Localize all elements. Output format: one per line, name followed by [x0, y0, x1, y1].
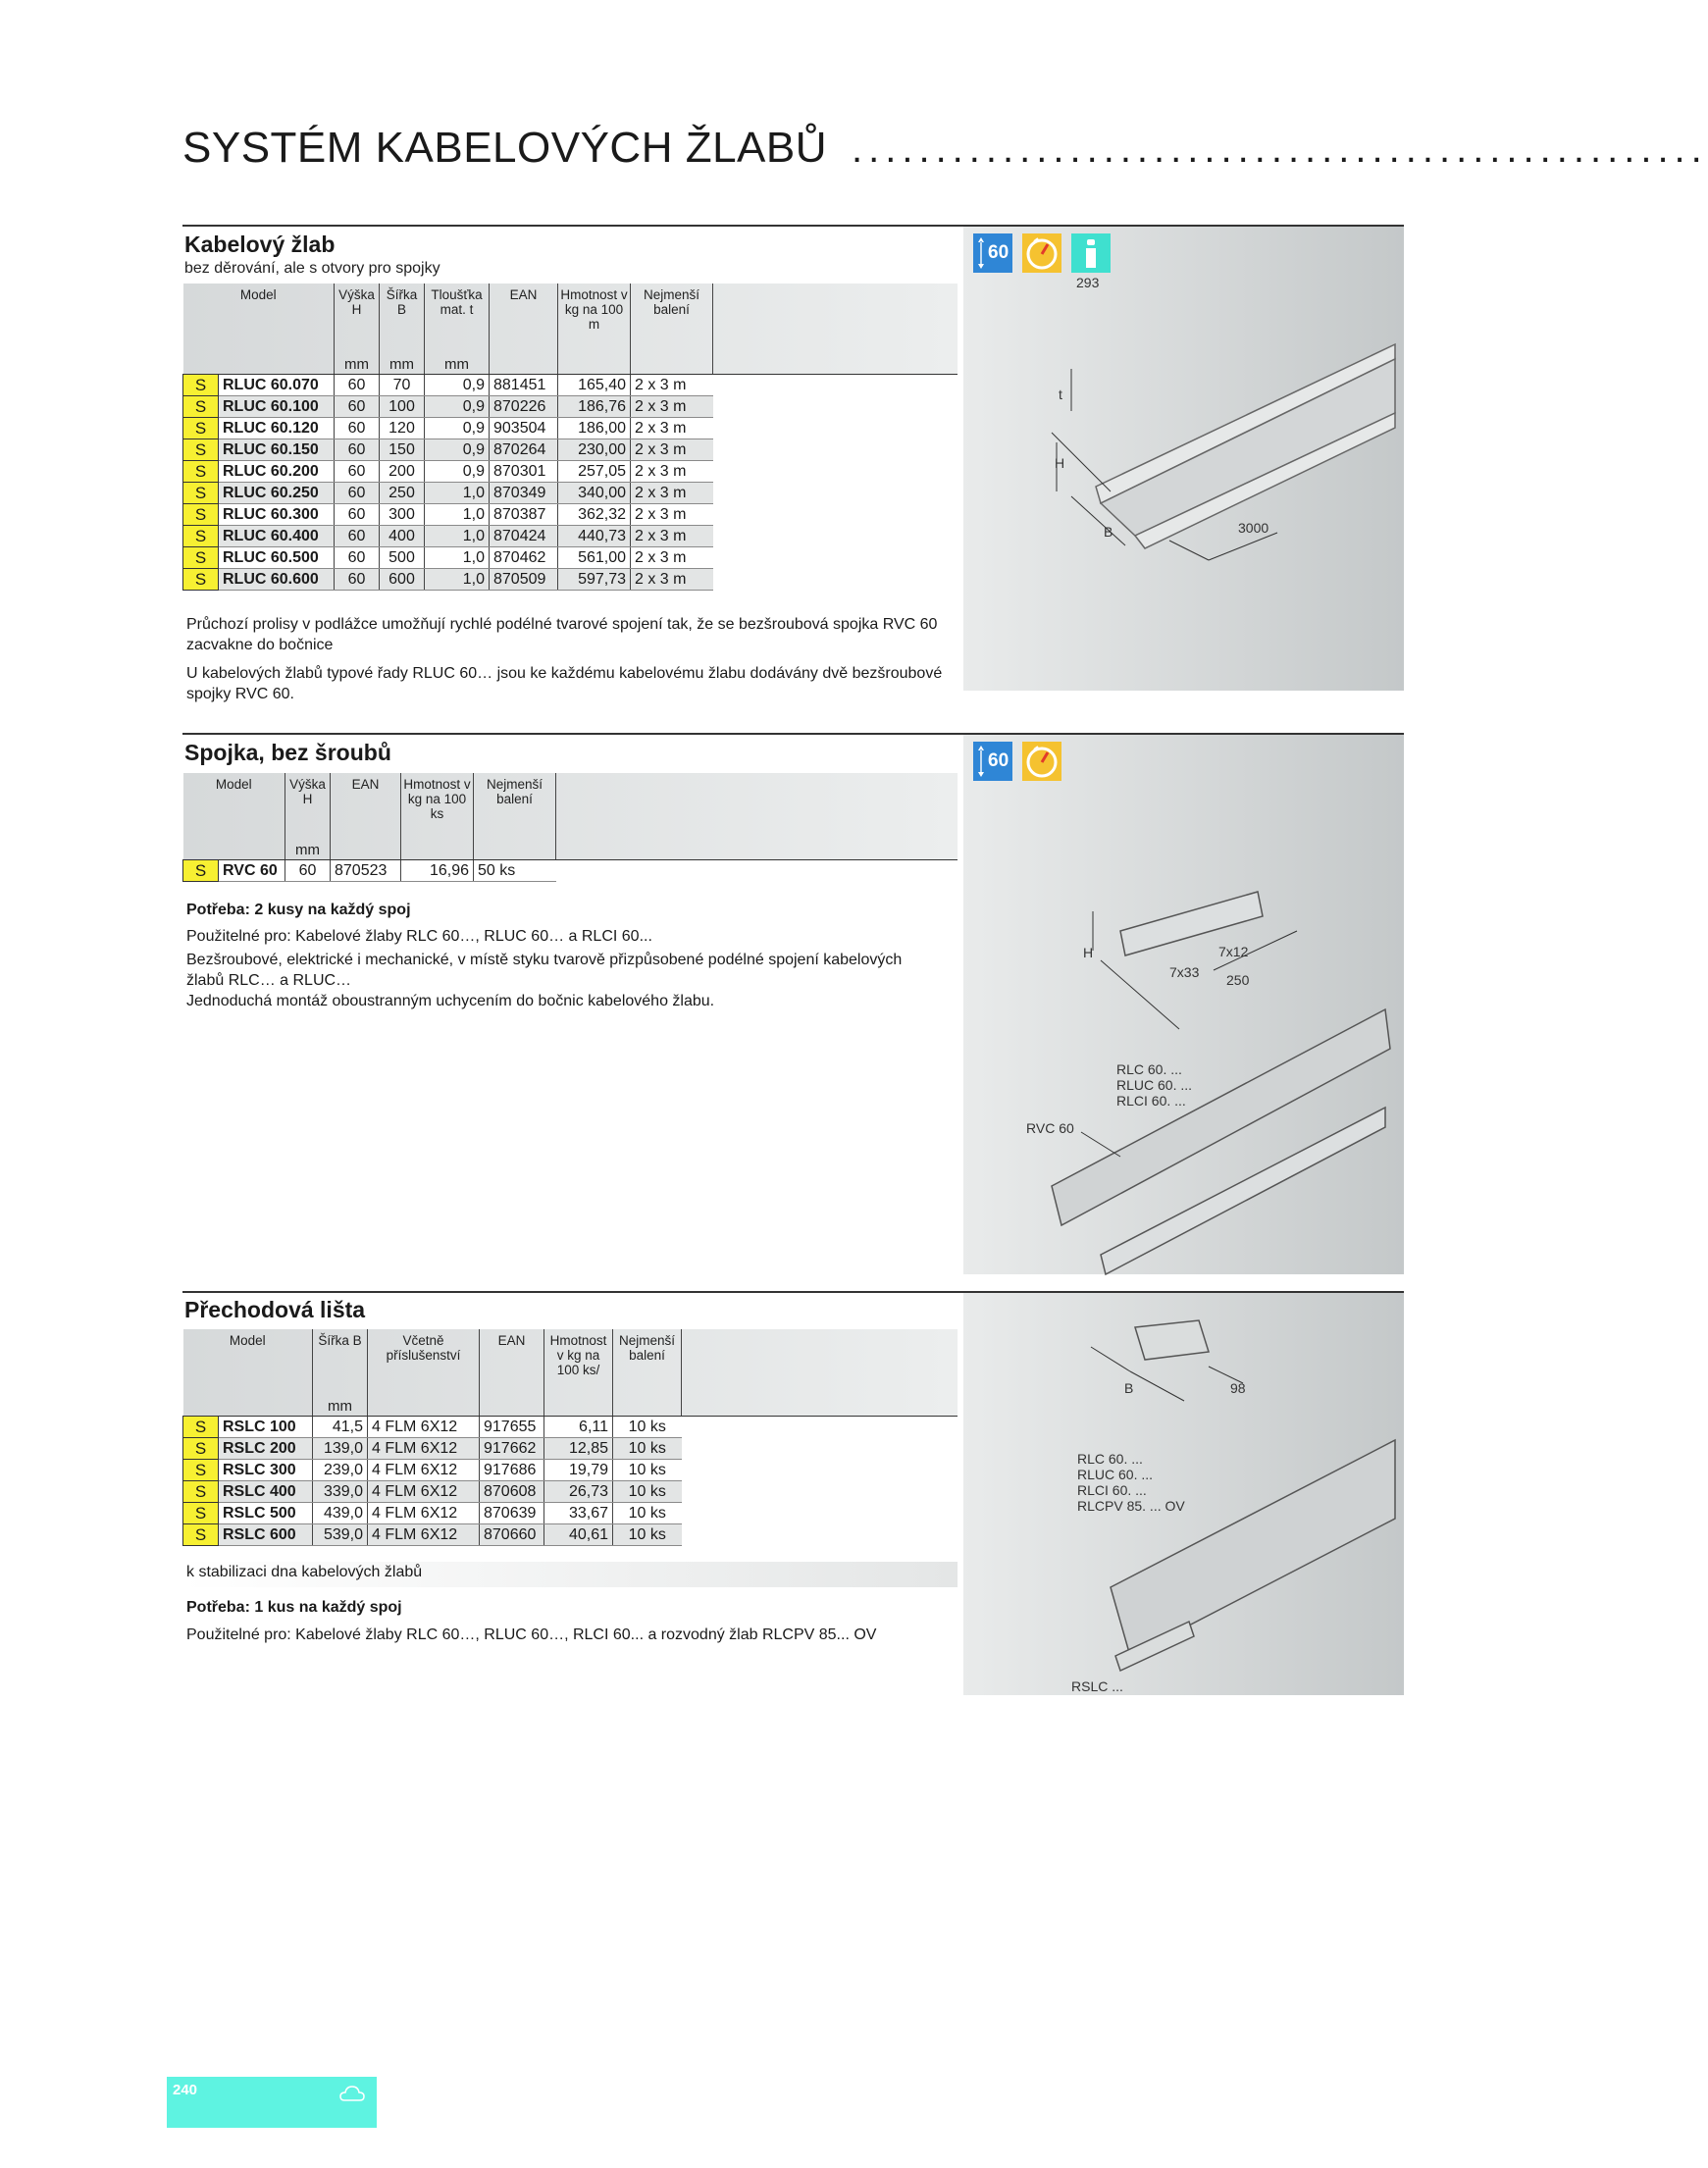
note-usable: Použitelné pro: Kabelové žlaby RLC 60…, RLUC 60… a RLCI 60...: [186, 928, 652, 945]
table-cell: 0,9: [425, 439, 490, 461]
table-cell: 300: [380, 504, 425, 526]
table-cell: 150: [380, 439, 425, 461]
table-cell: 10 ks: [613, 1438, 682, 1460]
table-row: [183, 439, 958, 461]
table-row: [183, 396, 958, 418]
model-cell: RLUC 60.150: [219, 439, 335, 461]
dim-b: B: [1124, 1380, 1134, 1396]
table-cell: 10 ks: [613, 1524, 682, 1546]
col-header-model: Model: [229, 1333, 266, 1348]
table-row: [183, 1481, 958, 1503]
col-header-model: Model: [215, 777, 252, 792]
caption-band: [182, 1562, 958, 1587]
table-cell: 1,0: [425, 547, 490, 569]
table-cell: 917655: [480, 1417, 544, 1438]
clock-icon: [1022, 233, 1061, 273]
standard-badge: S: [183, 1481, 219, 1503]
unit-mm: mm: [335, 352, 380, 375]
table-cell: 881451: [490, 375, 558, 396]
model-cell: RLUC 60.250: [219, 483, 335, 504]
table-cell: 186,76: [558, 396, 631, 418]
table-row: [183, 526, 958, 547]
standard-badge: S: [183, 396, 219, 418]
label-tray-2: RLUC 60. ...: [1077, 1467, 1154, 1482]
col-header-ean: EAN: [490, 284, 558, 352]
table-cell: 10 ks: [613, 1460, 682, 1481]
standard-badge: S: [183, 418, 219, 439]
table-cell: 561,00: [558, 547, 631, 569]
table-cell: 60: [335, 504, 380, 526]
table-cell: 340,00: [558, 483, 631, 504]
model-cell: RLUC 60.070: [219, 375, 335, 396]
table-cell: 1,0: [425, 569, 490, 591]
table-cell: 60: [335, 439, 380, 461]
col-header-hmotnost: Hmotnost v kg na 100 ks: [401, 773, 474, 838]
table-caption: k stabilizaci dna kabelových žlabů: [186, 1564, 423, 1580]
height-60-badge: 60: [973, 742, 1012, 781]
unit-mm: mm: [425, 352, 490, 375]
label-tray-2: RLUC 60. ...: [1116, 1077, 1193, 1093]
label-tray-3: RLCI 60. ...: [1116, 1093, 1186, 1109]
table-cell: 0,9: [425, 418, 490, 439]
col-header-baleni: Nejmenší balení: [474, 773, 556, 838]
table-cell: 600: [380, 569, 425, 591]
table-cell: 10 ks: [613, 1417, 682, 1438]
model-cell: RSLC 300: [219, 1460, 313, 1481]
model-cell: RSLC 400: [219, 1481, 313, 1503]
product-image-spojka: [963, 735, 1404, 1274]
model-cell: RSLC 200: [219, 1438, 313, 1460]
table-cell: 2 x 3 m: [631, 504, 713, 526]
table-cell: 2 x 3 m: [631, 418, 713, 439]
table-row: [183, 461, 958, 483]
product-image-prechodova-lista: [963, 1293, 1404, 1695]
dim-hole2: 7x33: [1169, 964, 1200, 980]
kabelovy-zlab-table: [182, 284, 958, 591]
table-row: [183, 504, 958, 526]
table-cell: 917686: [480, 1460, 544, 1481]
table-cell: 1,0: [425, 526, 490, 547]
dim-h: H: [1055, 455, 1065, 471]
dim-h: H: [1083, 945, 1094, 960]
dim-length: 3000: [1238, 520, 1269, 536]
table-cell: 60: [335, 569, 380, 591]
table-cell: 870509: [490, 569, 558, 591]
standard-badge: S: [183, 569, 219, 591]
info-code: 293: [1076, 275, 1100, 290]
section-title-prechodova-lista: Přechodová lišta: [184, 1297, 366, 1322]
table-cell: 120: [380, 418, 425, 439]
table-cell: 870608: [480, 1481, 544, 1503]
table-cell: 250: [380, 483, 425, 504]
table-cell: 4 FLM 6X12: [368, 1524, 480, 1546]
section-title-kabelovy-zlab: Kabelový žlab: [184, 232, 336, 257]
table-cell: 60: [335, 547, 380, 569]
table-cell: 870424: [490, 526, 558, 547]
model-cell: RSLC 500: [219, 1503, 313, 1524]
table-cell: 100: [380, 396, 425, 418]
col-header-baleni: Nejmenší balení: [613, 1329, 682, 1394]
page-title: SYSTÉM KABELOVÝCH ŽLABŮ: [182, 124, 828, 172]
standard-badge: S: [183, 461, 219, 483]
need-spojka: Potřeba: 2 kusy na každý spoj: [186, 902, 411, 918]
height-arrow-icon: [977, 745, 985, 778]
table-cell: 60: [335, 526, 380, 547]
col-header-model: Model: [239, 287, 277, 302]
model-cell: RLUC 60.120: [219, 418, 335, 439]
standard-badge: S: [183, 375, 219, 396]
standard-badge: S: [183, 1524, 219, 1546]
dim-hole1: 7x12: [1218, 944, 1249, 959]
col-header-vyska: Výška H: [335, 284, 380, 352]
dim-b: B: [1104, 524, 1113, 540]
table-cell: 539,0: [313, 1524, 368, 1546]
unit-mm: mm: [285, 838, 331, 860]
label-tray-1: RLC 60. ...: [1116, 1061, 1182, 1077]
table-cell: 870387: [490, 504, 558, 526]
table-cell: 2 x 3 m: [631, 461, 713, 483]
table-cell: 4 FLM 6X12: [368, 1503, 480, 1524]
rail-drawing: [963, 1293, 1404, 1695]
table-cell: 4 FLM 6X12: [368, 1460, 480, 1481]
height-60-badge: 60: [973, 233, 1012, 273]
note-description: Bezšroubové, elektrické i mechanické, v místě styku tvarově přizpůsobené podélné spojení kabelových žlabů RLC… a RLUC…: [186, 952, 903, 989]
model-cell: RVC 60: [219, 860, 285, 882]
table-row: [183, 1438, 958, 1460]
standard-badge: S: [183, 439, 219, 461]
table-cell: 230,00: [558, 439, 631, 461]
table-cell: 41,5: [313, 1417, 368, 1438]
standard-badge: S: [183, 483, 219, 504]
table-cell: 2 x 3 m: [631, 439, 713, 461]
table-cell: 40,61: [544, 1524, 613, 1546]
coupler-drawing: [963, 794, 1404, 1274]
table-cell: 917662: [480, 1438, 544, 1460]
table-cell: 2 x 3 m: [631, 396, 713, 418]
standard-badge: S: [183, 1438, 219, 1460]
table-cell: 33,67: [544, 1503, 613, 1524]
table-row: [183, 1503, 958, 1524]
model-cell: RLUC 60.500: [219, 547, 335, 569]
table-cell: 4 FLM 6X12: [368, 1417, 480, 1438]
table-cell: 60: [335, 483, 380, 504]
section-title-spojka: Spojka, bez šroubů: [184, 740, 391, 765]
note-1: Průchozí prolisy v podlážce umožňují rychlé podélné tvarové spojení tak, že se bezšroubová spojka RVC 60 zacvakne do bočnice: [186, 616, 938, 653]
product-image-kabelovy-zlab: [963, 227, 1404, 691]
need-lista: Potřeba: 1 kus na každý spoj: [186, 1599, 402, 1616]
table-cell: 1,0: [425, 483, 490, 504]
table-cell: 870462: [490, 547, 558, 569]
table-row: [183, 483, 958, 504]
standard-badge: S: [183, 526, 219, 547]
height-arrow-icon: [977, 236, 985, 270]
table-cell: 0,9: [425, 396, 490, 418]
table-cell: 2 x 3 m: [631, 483, 713, 504]
table-cell: 60: [335, 461, 380, 483]
dim-length: 250: [1226, 972, 1250, 988]
table-cell: 1,0: [425, 504, 490, 526]
table-row: [183, 418, 958, 439]
model-cell: RLUC 60.400: [219, 526, 335, 547]
title-dots: ...................................................: [852, 128, 1708, 171]
table-cell: 2 x 3 m: [631, 375, 713, 396]
table-row: [183, 1460, 958, 1481]
table-cell: 870264: [490, 439, 558, 461]
table-cell: 362,32: [558, 504, 631, 526]
table-cell: 10 ks: [613, 1481, 682, 1503]
page-number: 240: [173, 2082, 198, 2098]
table-row: [183, 1417, 958, 1438]
table-row: [183, 1524, 958, 1546]
section-subtitle: bez děrování, ale s otvory pro spojky: [184, 260, 440, 277]
model-cell: RLUC 60.200: [219, 461, 335, 483]
model-cell: RLUC 60.300: [219, 504, 335, 526]
standard-badge: S: [183, 547, 219, 569]
table-cell: 19,79: [544, 1460, 613, 1481]
prechodova-lista-table: [182, 1329, 958, 1546]
table-cell: 10 ks: [613, 1503, 682, 1524]
model-cell: RLUC 60.600: [219, 569, 335, 591]
col-header-prislusenstvi: Včetně příslušenství: [368, 1329, 480, 1394]
table-cell: 2 x 3 m: [631, 547, 713, 569]
col-header-hmotnost: Hmotnost v kg na 100 ks/: [544, 1329, 613, 1394]
label-part: RSLC ...: [1071, 1678, 1123, 1694]
table-cell: 870523: [331, 860, 401, 882]
model-cell: RSLC 100: [219, 1417, 313, 1438]
table-row: [183, 860, 958, 882]
table-cell: 870301: [490, 461, 558, 483]
label-part: RVC 60: [1026, 1120, 1074, 1136]
table-cell: 60: [285, 860, 331, 882]
note-2: U kabelových žlabů typové řady RLUC 60… jsou ke každému kabelovému žlabu dodávány dvě bezšroubové spojky RVC 60.: [186, 665, 943, 702]
table-cell: 70: [380, 375, 425, 396]
table-cell: 870349: [490, 483, 558, 504]
table-cell: 439,0: [313, 1503, 368, 1524]
table-cell: 2 x 3 m: [631, 569, 713, 591]
label-tray-4: RLCPV 85. ... OV: [1077, 1498, 1185, 1514]
table-row: [183, 569, 958, 591]
col-header-hmotnost: Hmotnost v kg na 100 m: [558, 284, 631, 352]
standard-badge: S: [183, 504, 219, 526]
table-cell: 139,0: [313, 1438, 368, 1460]
table-cell: 16,96: [401, 860, 474, 882]
table-cell: 239,0: [313, 1460, 368, 1481]
table-cell: 870226: [490, 396, 558, 418]
table-row: [183, 547, 958, 569]
table-cell: 0,9: [425, 375, 490, 396]
table-cell: 200: [380, 461, 425, 483]
table-cell: 0,9: [425, 461, 490, 483]
table-cell: 6,11: [544, 1417, 613, 1438]
standard-badge: S: [183, 860, 219, 882]
dim-t: t: [1059, 387, 1062, 402]
table-cell: 165,40: [558, 375, 631, 396]
table-cell: 870639: [480, 1503, 544, 1524]
table-cell: 339,0: [313, 1481, 368, 1503]
table-cell: 60: [335, 396, 380, 418]
table-cell: 4 FLM 6X12: [368, 1481, 480, 1503]
col-header-sirka: Šířka B: [313, 1329, 368, 1394]
note-usable-lista: Použitelné pro: Kabelové žlaby RLC 60…, RLUC 60…, RLCI 60... a rozvodný žlab RLCPV 85... OV: [186, 1626, 877, 1643]
table-cell: 500: [380, 547, 425, 569]
info-icon: [1071, 233, 1111, 273]
table-cell: 60: [335, 418, 380, 439]
model-cell: RLUC 60.100: [219, 396, 335, 418]
table-row: [183, 375, 958, 396]
col-header-sirka: Šířka B: [380, 284, 425, 352]
clock-icon: [1022, 742, 1061, 781]
note-assembly: Jednoduchá montáž oboustranným uchycením do bočnic kabelového žlabu.: [186, 993, 715, 1009]
col-header-tloustka: Tloušťka mat. t: [425, 284, 490, 352]
table-cell: 597,73: [558, 569, 631, 591]
table-cell: 60: [335, 375, 380, 396]
standard-badge: S: [183, 1460, 219, 1481]
table-cell: 903504: [490, 418, 558, 439]
unit-mm: mm: [313, 1394, 368, 1417]
col-header-vyska: Výška H: [285, 773, 331, 838]
cloud-icon: [338, 2083, 366, 2106]
dim-length: 98: [1230, 1380, 1246, 1396]
col-header-ean: EAN: [480, 1329, 544, 1394]
label-tray-3: RLCI 60. ...: [1077, 1482, 1147, 1498]
table-cell: 12,85: [544, 1438, 613, 1460]
standard-badge: S: [183, 1503, 219, 1524]
table-cell: 870660: [480, 1524, 544, 1546]
table-cell: 50 ks: [474, 860, 556, 882]
col-header-baleni: Nejmenší balení: [631, 284, 713, 352]
model-cell: RSLC 600: [219, 1524, 313, 1546]
table-cell: 186,00: [558, 418, 631, 439]
col-header-ean: EAN: [331, 773, 401, 838]
spojka-table: [182, 773, 958, 882]
tray-drawing: [963, 285, 1404, 691]
table-cell: 257,05: [558, 461, 631, 483]
table-cell: 4 FLM 6X12: [368, 1438, 480, 1460]
unit-mm: mm: [380, 352, 425, 375]
table-cell: 26,73: [544, 1481, 613, 1503]
table-cell: 400: [380, 526, 425, 547]
table-cell: 2 x 3 m: [631, 526, 713, 547]
table-cell: 440,73: [558, 526, 631, 547]
label-tray-1: RLC 60. ...: [1077, 1451, 1143, 1467]
standard-badge: S: [183, 1417, 219, 1438]
